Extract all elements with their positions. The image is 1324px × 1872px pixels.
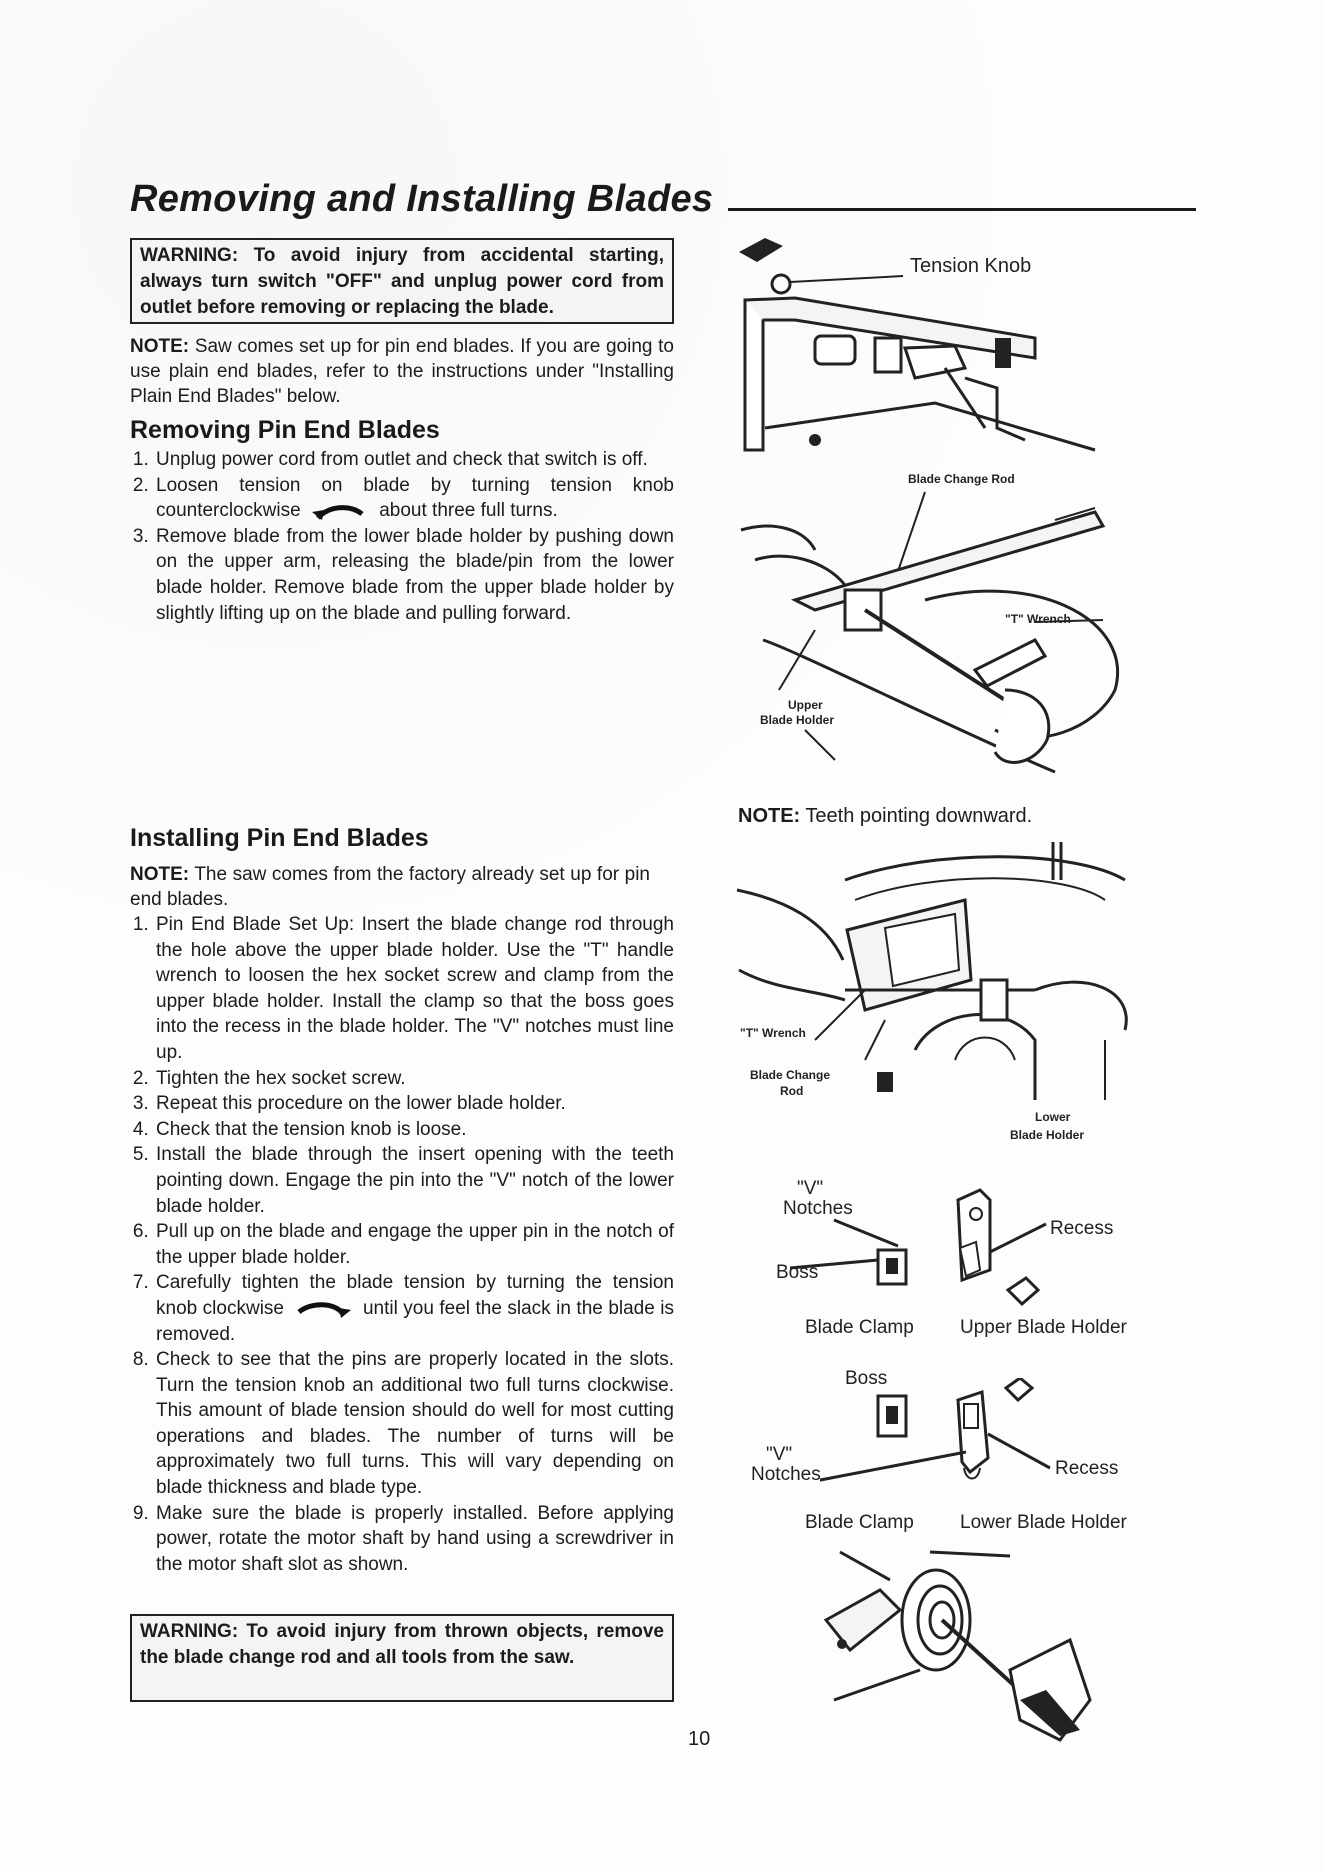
lower-clamp-parts-illustration (820, 1378, 1070, 1498)
label-tension-knob: Tension Knob (910, 255, 1032, 277)
page-number: 10 (688, 1728, 711, 1750)
removing-step-1 (154, 447, 674, 473)
caption-blade-clamp-2: Blade Clamp (805, 1512, 914, 1533)
label-boss-2: Boss (845, 1368, 888, 1389)
page-title: Removing and Installing Blades (130, 178, 714, 220)
label-upper-blade-holder-line2: Blade Holder (760, 713, 835, 727)
installing-step-2 (154, 1066, 674, 1092)
label-notches-1: Notches (783, 1198, 853, 1219)
note-top (130, 334, 674, 409)
caption-lower-blade-holder: Lower Blade Holder (960, 1512, 1127, 1533)
installing-step-9 (154, 1501, 674, 1578)
label-recess-1: Recess (1050, 1218, 1114, 1239)
removing-heading: Removing Pin End Blades (130, 416, 440, 444)
counterclockwise-arrow-icon (312, 502, 368, 520)
label-lower-blade-holder-line2: Blade Holder (1010, 1128, 1085, 1142)
warning-text-top: WARNING: To avoid injury from accidental starting, always turn switch "OFF" and unplug power cord from outlet before removing or replacing the blade. (140, 245, 664, 318)
installing-step-9-text: Make sure the blade is properly installed. Before applying power, rotate the motor shaft by hand using a screwdriver in the motor shaft slot as shown. (156, 1502, 674, 1575)
installing-step-7-text: Carefully tighten the blade tension by turning the tension knob clockwise (156, 1272, 674, 1319)
label-t-wrench-1: "T" Wrench (1005, 612, 1071, 626)
removing-step-2 (154, 473, 674, 524)
removing-step-1-text: Unplug power cord from outlet and check that switch is off. (156, 449, 648, 470)
label-boss-1: Boss (776, 1262, 819, 1283)
label-blade-change-rod: Blade Change Rod (908, 472, 1015, 486)
note-teeth (738, 805, 1032, 828)
removing-step-2-text: Loosen tension on blade by turning tension knob counterclockwise (156, 474, 674, 522)
label-upper-blade-holder-line1: Upper (788, 698, 823, 712)
title-rule (728, 208, 1196, 211)
installing-step-6 (154, 1219, 674, 1270)
label-lower-blade-holder-line1: Lower (1035, 1110, 1071, 1124)
note-teeth-text: Teeth pointing downward. (805, 805, 1033, 827)
installing-step-1-text: Pin End Blade Set Up: Insert the blade change rod through the hole above the upper blade holder. Use the "T" handle wrench to loosen the hex socket screw and clamp from the upper blade holder. Install the clamp so that the boss goes into the recess in the blade holder. The "V" notches must line up. (156, 914, 674, 1063)
lower-blade-holder-illustration (735, 840, 1135, 1100)
warning-text-bottom: WARNING: To avoid injury from thrown objects, remove the blade change rod and all tools from the saw. (140, 1621, 664, 1668)
removing-step-3-text: Remove blade from the lower blade holder by pushing down on the upper arm, releasing the blade/pin from the lower blade holder. Remove blade from the upper blade holder by slightly lifting up on the blade and pulling forward. (156, 525, 674, 624)
label-blade-change-rod-2-line2: Rod (780, 1084, 804, 1098)
installing-steps (130, 912, 674, 1577)
installing-step-5-text: Install the blade through the insert opening with the teeth pointing down. Engage the pin into the "V" notch of the lower blade holder. (156, 1144, 674, 1217)
note-teeth-label: NOTE: (738, 805, 801, 827)
label-notches-2: Notches (751, 1464, 821, 1485)
installing-heading: Installing Pin End Blades (130, 824, 429, 852)
installing-step-4-text: Check that the tension knob is loose. (156, 1118, 467, 1140)
installing-step-4 (154, 1117, 674, 1143)
screwdriver-motor-shaft-illustration (820, 1550, 1110, 1750)
label-blade-change-rod-2-line1: Blade Change (750, 1068, 831, 1082)
note-installing (130, 862, 650, 912)
note-top-label: NOTE: (130, 336, 190, 357)
note-installing-label: NOTE: (130, 864, 190, 885)
installing-step-8-text: Check to see that the pins are properly located in the slots. Turn the tension knob an additional two full turns clockwise. This amount of blade tension should do well for most cutting operations and blades. The number of turns will be approximately two full turns. This will vary depending on blade thickness and blade type. (156, 1349, 674, 1499)
label-v-2: "V" (766, 1444, 793, 1465)
label-t-wrench-2: "T" Wrench (740, 1026, 806, 1040)
blade-change-rod-illustration (735, 490, 1135, 780)
warning-box-top (130, 238, 674, 324)
installing-step-3 (154, 1091, 674, 1117)
caption-upper-blade-holder: Upper Blade Holder (960, 1317, 1127, 1338)
removing-step-3 (154, 524, 674, 626)
installing-step-6-text: Pull up on the blade and engage the upper pin in the notch of the upper blade holder. (156, 1221, 674, 1268)
installing-step-2-text: Tighten the hex socket screw. (156, 1067, 406, 1089)
removing-steps (130, 447, 674, 626)
note-top-text: Saw comes set up for pin end blades. If you are going to use plain end blades, refer to the instructions under "Installing Plain End Blades" below. (130, 336, 675, 407)
caption-blade-clamp-1: Blade Clamp (805, 1317, 914, 1338)
installing-step-1 (154, 912, 674, 1066)
installing-step-3-text: Repeat this procedure on the lower blade holder. (156, 1093, 566, 1115)
label-v-1: "V" (797, 1178, 824, 1199)
removing-step-2-tail: about three full turns. (379, 500, 558, 522)
installing-step-8 (154, 1347, 674, 1501)
note-installing-text: The saw comes from the factory already set up for pin end blades. (130, 864, 650, 910)
installing-step-5 (154, 1142, 674, 1219)
installing-step-7-tail: until you feel the slack in the blade is removed. (156, 1297, 675, 1345)
installing-step-7 (154, 1270, 674, 1347)
clockwise-arrow-icon (295, 1300, 351, 1318)
label-recess-2: Recess (1055, 1458, 1119, 1479)
warning-box-bottom (130, 1614, 674, 1702)
